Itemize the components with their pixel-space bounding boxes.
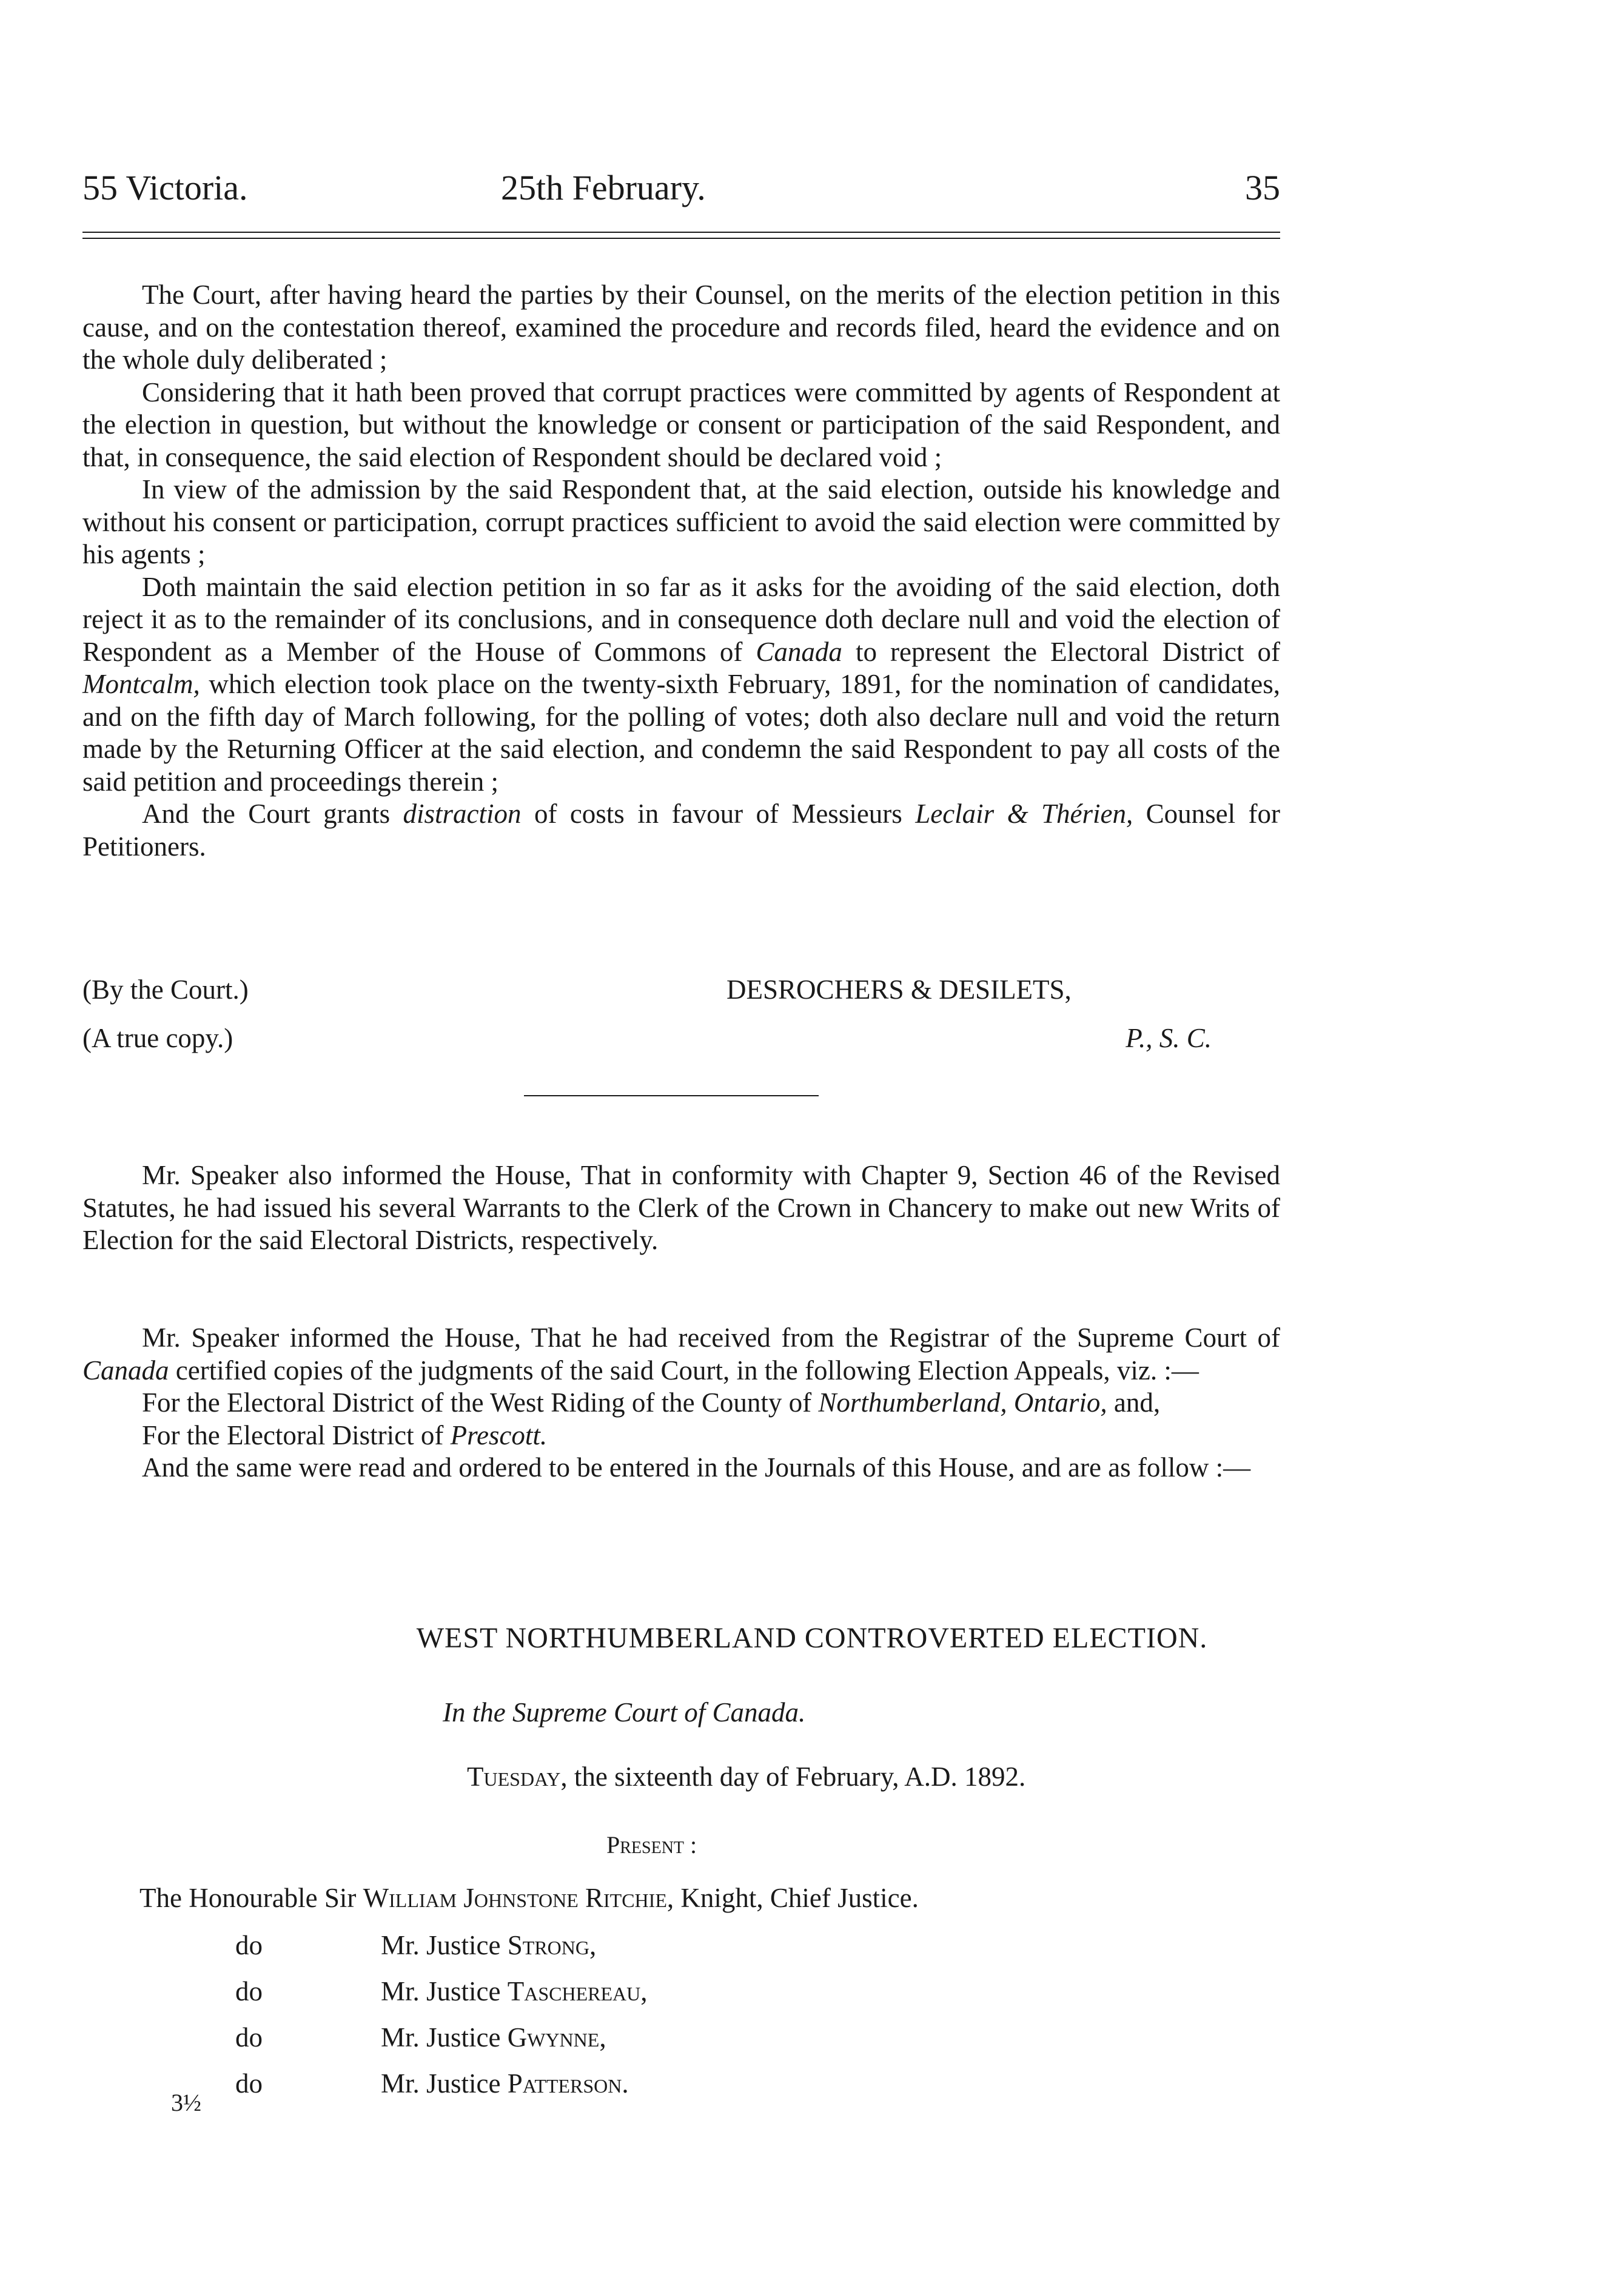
firm-name: DESROCHERS & DESILETS, xyxy=(726,974,1072,1005)
judgment-paragraph: Considering that it hath been proved that corrupt practices were committed by agents of Respondent at the election in question, but without the knowledge or consent or participation of the said Respondent, and that, in consequence, the said election of Respondent should be declared void ; xyxy=(82,377,1280,472)
true-copy: (A true copy.) xyxy=(82,1023,233,1053)
speaker-warrants-text xyxy=(82,1159,1280,1257)
court-date: Tuesday, the sixteenth day of February, A.D. 1892. xyxy=(467,1761,1026,1792)
header-double-rule xyxy=(82,232,1280,239)
judgment-paragraph: The Court, after having heard the parties by their Counsel, on the merits of the election petition in this cause, and on the contestation thereof, examined the procedure and records filed, heard the evidence and on the whole duly deliberated ; xyxy=(82,280,1280,375)
case-heading: WEST NORTHUMBERLAND CONTROVERTED ELECTION. xyxy=(416,1622,1208,1654)
speaker-paragraph: And the same were read and ordered to be entered in the Journals of this House, and are as follow :— xyxy=(142,1452,1251,1483)
header-date: 25th February. xyxy=(501,168,706,207)
judge-row: The Honourable Sir William Johnstone Ritchie, Knight, Chief Justice. xyxy=(139,1883,919,1913)
signature-mark: 3½ xyxy=(171,2089,201,2116)
judgment-paragraph: Doth maintain the said election petition in so far as it asks for the avoiding of the said election, doth reject it as to the remainder of its conclusions, and in consequence doth declare null and void the election of Respondent as a Member of the House of Commons of Canada to represent the Electoral District of Montcalm, which election took place on the twenty-sixth February, 1891, for the nomination of candidates, and on the fifth day of March following, for the polling of votes; doth also declare null and void the return made by the Returning Officer at the said election, and condemn the said Respondent to pay all costs of the said petition and proceedings therein ; xyxy=(82,571,1281,797)
judge-row: do Mr. Justice Gwynne, xyxy=(235,2022,606,2053)
judge-row: do Mr. Justice Patterson. xyxy=(235,2068,629,2099)
by-the-court: (By the Court.) xyxy=(82,974,249,1005)
judgment-paragraph: In view of the admission by the said Respondent that, at the said election, outside his knowledge and without his consent or participation, corrupt practices sufficient to avoid the said election were committed by his agents ; xyxy=(82,474,1280,569)
running-header xyxy=(82,164,1280,212)
speaker-paragraph: For the Electoral District of the West Riding of the County of Northumberland, Ontario, and, xyxy=(142,1387,1161,1418)
section-divider xyxy=(524,1095,819,1096)
speaker-paragraph: For the Electoral District of Prescott. xyxy=(142,1420,548,1450)
court-name: In the Supreme Court of Canada. xyxy=(443,1697,806,1728)
speaker-paragraph: Mr. Speaker informed the House, That he had received from the Registrar of the Supreme Court of Canada certified copies of the judgments of the said Court, in the following Election Appeals, viz. :— xyxy=(82,1322,1280,1386)
judgment-paragraph: And the Court grants distraction of costs in favour of Messieurs Leclair & Thérien, Counsel for Petitioners. xyxy=(82,799,1280,862)
judge-row: do Mr. Justice Taschereau, xyxy=(235,1976,648,2006)
speaker-appeals-text xyxy=(82,1322,1280,1484)
judge-row: do Mr. Justice Strong, xyxy=(235,1930,597,1960)
page-number: 35 xyxy=(1245,168,1280,207)
signature-row-2 xyxy=(82,1020,1212,1056)
header-session: 55 Victoria. xyxy=(82,168,248,207)
speaker-paragraph: Mr. Speaker also informed the House, That in conformity with Chapter 9, Section 46 of the Revised Statutes, he had issued his several Warrants to the Clerk of the Crown in Chancery to make out new Writs of Election for the said Electoral Districts, respectively. xyxy=(82,1160,1280,1255)
signature-row-1 xyxy=(82,971,1212,1008)
judgment-text xyxy=(82,279,1280,863)
signature-initials: P., S. C. xyxy=(1126,1023,1212,1053)
present-label: Present : xyxy=(606,1831,697,1859)
